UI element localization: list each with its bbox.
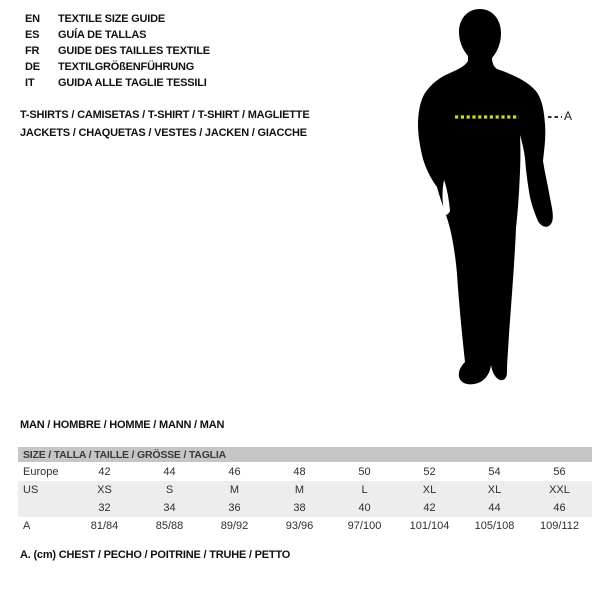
size-cell: 85/88 — [155, 520, 184, 532]
size-cell: XS — [97, 484, 112, 496]
measure-label-a: A — [564, 109, 573, 123]
man-silhouette-image — [380, 0, 600, 400]
row-label: US — [23, 484, 39, 496]
size-cell: 44 — [488, 502, 501, 514]
table-row-chest-cm — [18, 517, 592, 535]
size-cell: 32 — [98, 502, 111, 514]
size-table — [18, 447, 592, 535]
size-cell: 93/96 — [285, 520, 314, 532]
size-cell: 97/100 — [347, 520, 382, 532]
language-code: IT — [25, 77, 35, 89]
man-silhouette-figure — [380, 0, 600, 400]
size-cell: 101/104 — [409, 520, 450, 532]
size-cell: L — [361, 484, 368, 496]
language-row — [25, 75, 210, 91]
size-cell: M — [229, 484, 240, 496]
language-label: GUIDA ALLE TAGLIE TESSILI — [58, 77, 207, 89]
category-list — [20, 106, 309, 142]
size-cell: M — [294, 484, 305, 496]
size-cell: 38 — [293, 502, 306, 514]
size-cell: 52 — [423, 466, 436, 478]
size-cell: XXL — [549, 484, 570, 496]
man-silhouette-shape — [418, 9, 553, 384]
table-row-europe — [18, 463, 592, 481]
language-code: DE — [25, 61, 40, 73]
language-label: TEXTILGRÖßENFÜHRUNG — [58, 61, 195, 73]
language-code: ES — [25, 29, 40, 41]
measurement-footnote: A. (cm) CHEST / PECHO / POITRINE / TRUHE / PETTO — [20, 549, 291, 561]
size-cell: XL — [422, 484, 437, 496]
size-cell: 48 — [293, 466, 306, 478]
section-title-man: MAN / HOMBRE / HOMME / MANN / MAN — [20, 419, 225, 431]
size-cell: 44 — [163, 466, 176, 478]
table-row-us — [18, 481, 592, 499]
language-label: GUIDE DES TAILLES TEXTILE — [58, 45, 210, 57]
row-label — [18, 499, 72, 517]
size-cell: 105/108 — [474, 520, 515, 532]
size-cell: 36 — [228, 502, 241, 514]
size-cell: 81/84 — [90, 520, 119, 532]
language-row — [25, 43, 210, 59]
language-list — [25, 11, 210, 91]
language-row — [25, 59, 210, 75]
size-cell: 89/92 — [220, 520, 249, 532]
language-label: TEXTILE SIZE GUIDE — [58, 13, 166, 25]
size-cell: 54 — [488, 466, 501, 478]
size-cell: 46 — [228, 466, 241, 478]
size-cell: 56 — [553, 466, 566, 478]
size-cell: 46 — [553, 502, 566, 514]
size-cell: 40 — [358, 502, 371, 514]
size-cell: 109/112 — [540, 520, 579, 532]
size-cell: XL — [487, 484, 502, 496]
language-row — [25, 27, 210, 43]
row-label: A — [23, 520, 31, 532]
category-line-jackets: JACKETS / CHAQUETAS / VESTES / JACKEN / GIACCHE — [20, 127, 307, 139]
table-row-us-numeric — [18, 499, 592, 517]
size-cell: 42 — [98, 466, 111, 478]
language-code: EN — [25, 13, 40, 25]
size-cell: 42 — [423, 502, 436, 514]
size-cell: 34 — [163, 502, 176, 514]
row-label: Europe — [23, 466, 59, 478]
size-cell: S — [165, 484, 174, 496]
size-table-header: SIZE / TALLA / TAILLE / GRÖSSE / TAGLIA — [18, 447, 592, 463]
category-line-tshirts: T-SHIRTS / CAMISETAS / T-SHIRT / T-SHIRT / MAGLIETTE — [20, 109, 310, 121]
size-cell: 50 — [358, 466, 371, 478]
language-code: FR — [25, 45, 40, 57]
language-row — [25, 11, 210, 27]
language-label: GUÍA DE TALLAS — [58, 29, 147, 41]
